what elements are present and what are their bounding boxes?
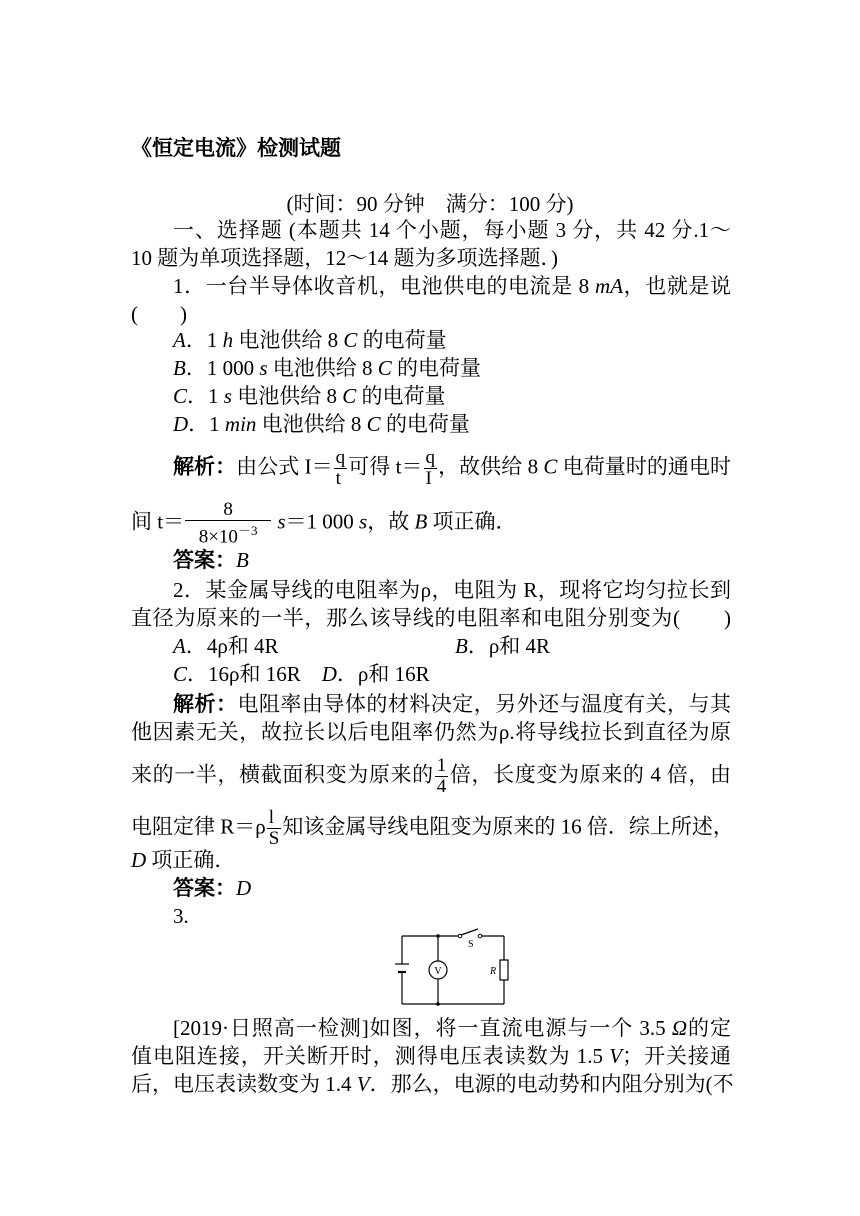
resistor-icon bbox=[500, 960, 508, 980]
q2-options-ab: A．4ρ和 4R B．ρ和 4R bbox=[173, 634, 551, 658]
fraction-one-quarter: $\frac{1}{4}$ bbox=[436, 755, 447, 797]
q1-analysis-line1: 解析：由公式 I＝ $\frac{q}{t}$ 可得 t＝ $\frac{q}{I}$ ，故供给 8 C 电荷量时的通电时 bbox=[173, 447, 732, 489]
q2-stem-line2: 直径为原来的一半，那么该导线的电阻率和电阻分别变为( ) bbox=[131, 606, 731, 630]
q1-stem: 1．一台半导体收音机，电池供电的电流是 8 mA，也就是说 bbox=[173, 274, 732, 298]
q2-analysis-line4: 电阻定律 R＝ρ $\frac{l}{S}$ 知该金属导线电阻变为原来的 16 倍．综上所述， bbox=[131, 807, 734, 849]
q1-option-c: C．1 s 电池供给 8 C 的电荷量 bbox=[173, 384, 446, 408]
fraction-q-over-i: $\frac{q}{I}$ bbox=[425, 447, 436, 489]
q2-analysis-line3: 来的一半，横截面积变为原来的 $\frac{1}{4}$ 倍，长度变为原来的 4 倍，由 bbox=[131, 755, 731, 797]
fraction-l-over-s: $\frac{l}{S}$ bbox=[268, 807, 280, 849]
section-header-line2: 10 题为单项选择题，12～14 题为多项选择题．) bbox=[131, 246, 558, 270]
q3-stem-line2: 值电阻连接，开关断开时，测得电压表读数为 1.5 V；开关接通 bbox=[131, 1044, 732, 1068]
circuit-diagram bbox=[394, 928, 514, 1010]
q1-answer: 答案：B bbox=[173, 548, 249, 572]
fraction-q-over-t: $\frac{q}{t}$ bbox=[335, 447, 346, 489]
section-header-text: 一、选择题 (本题共 14 个小题，每小题 3 分，共 42 分.1～ bbox=[173, 218, 731, 242]
q3-number: 3. bbox=[173, 904, 189, 928]
q2-analysis-line5: D 项正确． bbox=[131, 848, 236, 872]
switch-icon bbox=[461, 929, 478, 935]
q3-stem-line3: 后，电压表读数变为 1.4 V．那么，电源的电动势和内阻分别为(不 bbox=[131, 1072, 734, 1096]
fraction-time: $\frac{8}{8\times 10^{-3}}$ bbox=[185, 500, 271, 547]
voltmeter-label: V bbox=[434, 966, 442, 977]
q2-analysis-line2: 他因素无关，故拉长以后电阻率仍然为ρ.将导线拉长到直径为原 bbox=[131, 720, 731, 744]
switch-label: S bbox=[468, 939, 474, 950]
resistor-label: R bbox=[490, 966, 497, 977]
section-header-line1 bbox=[173, 216, 731, 244]
q1-analysis-line2: 间 t＝ $\frac{8}{8\times 10^{-3}}$ s＝1 000 s，故 B 项正确． bbox=[131, 499, 517, 548]
q2-options-cd: C．16ρ和 16R D．ρ和 16R bbox=[173, 662, 430, 686]
q1-option-a: A．1 h 电池供给 8 C 的电荷量 bbox=[173, 328, 447, 352]
q2-stem-line1: 2．某金属导线的电阻率为ρ，电阻为 R，现将它均匀拉长到 bbox=[173, 578, 731, 602]
exam-meta: (时间：90 分钟 满分：100 分) bbox=[286, 192, 574, 216]
q3-stem-line1: [2019·日照高一检测]如图，将一直流电源与一个 3.5 Ω的定 bbox=[173, 1016, 732, 1040]
q1-paren: ( ) bbox=[131, 302, 187, 326]
document-title: 《恒定电流》检测试题 bbox=[131, 136, 341, 160]
q1-option-b: B．1 000 s 电池供给 8 C 的电荷量 bbox=[173, 356, 482, 380]
q2-analysis-line1: 解析：电阻率由导体的材料决定，另外还与温度有关，与其 bbox=[173, 692, 732, 716]
q2-answer: 答案：D bbox=[173, 876, 252, 900]
q1-option-d: D．1 min 电池供给 8 C 的电荷量 bbox=[173, 412, 470, 436]
